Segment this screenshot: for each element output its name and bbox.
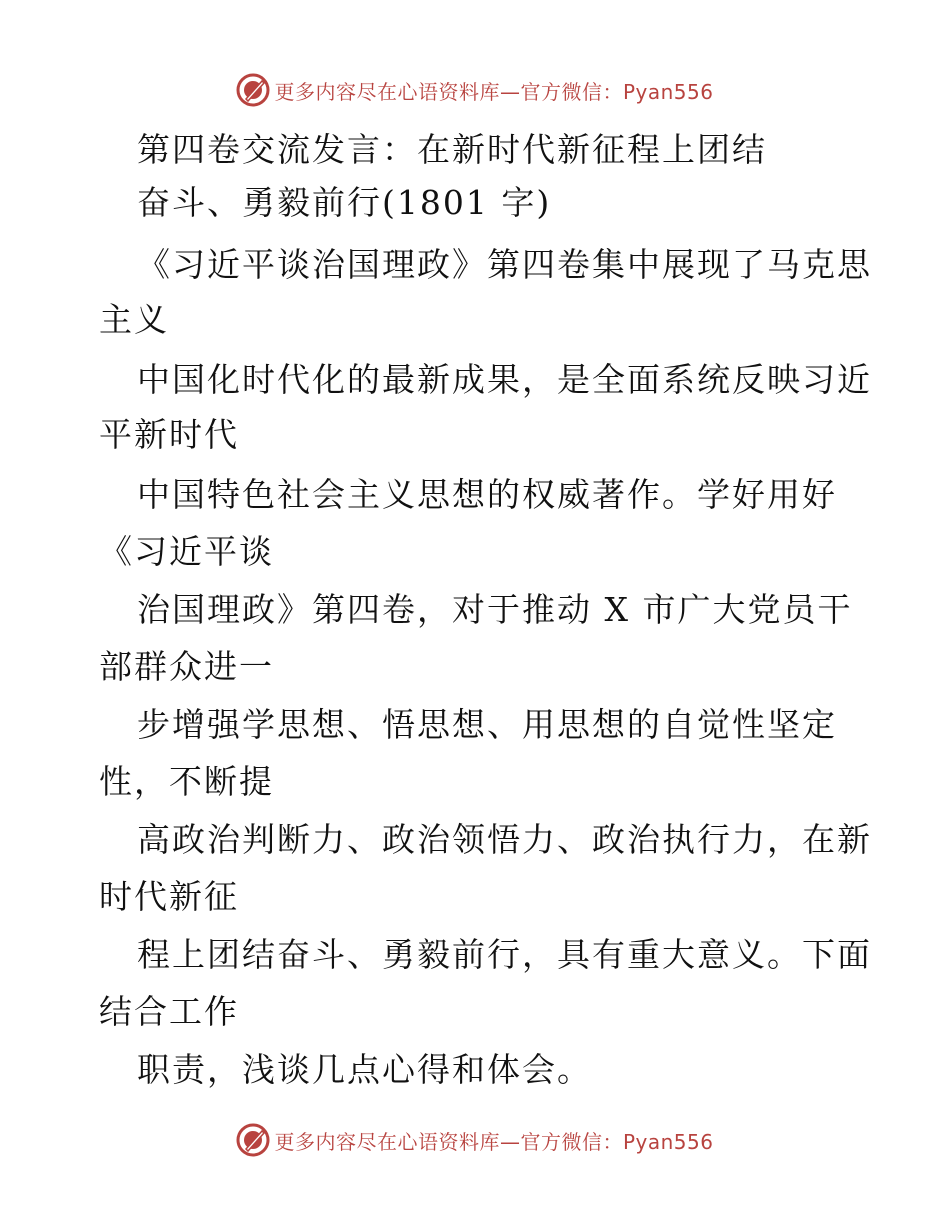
paragraph-line: 程上团结奋斗、勇毅前行，具有重大意义。下面	[137, 935, 872, 974]
paragraph-line: 性，不断提	[99, 762, 274, 801]
footer-banner-text: 更多内容尽在心语资料库—官方微信：Pyan556	[274, 1129, 714, 1154]
quill-seal-icon	[236, 73, 270, 107]
paragraph-line: 时代新征	[99, 877, 239, 916]
document-title-line-2: 奋斗、勇毅前行(1801 字)	[137, 183, 552, 222]
quill-seal-icon	[236, 1123, 270, 1157]
paragraph-line: 治国理政》第四卷，对于推动 X 市广大党员干	[137, 590, 853, 629]
paragraph-line: 高政治判断力、政治领悟力、政治执行力，在新	[137, 820, 872, 859]
header-banner-text: 更多内容尽在心语资料库—官方微信：Pyan556	[274, 79, 714, 104]
paragraph-line: 《习近平谈治国理政》第四卷集中展现了马克思	[137, 245, 872, 284]
paragraph-line: 平新时代	[99, 415, 239, 454]
paragraph-line: 中国化时代化的最新成果，是全面系统反映习近	[137, 360, 872, 399]
paragraph-line: 中国特色社会主义思想的权威著作。学好用好	[137, 475, 837, 514]
paragraph-line: 《习近平谈	[99, 532, 274, 571]
paragraph-line: 职责，浅谈几点心得和体会。	[137, 1050, 592, 1089]
header-banner	[0, 68, 950, 112]
paragraph-line: 步增强学思想、悟思想、用思想的自觉性坚定	[137, 705, 837, 744]
paragraph-line: 部群众进一	[99, 647, 274, 686]
paragraph-line: 主义	[99, 300, 169, 339]
document-title-line-1: 第四卷交流发言：在新时代新征程上团结	[137, 130, 767, 169]
paragraph-line: 结合工作	[99, 992, 239, 1031]
footer-banner	[0, 1118, 950, 1162]
